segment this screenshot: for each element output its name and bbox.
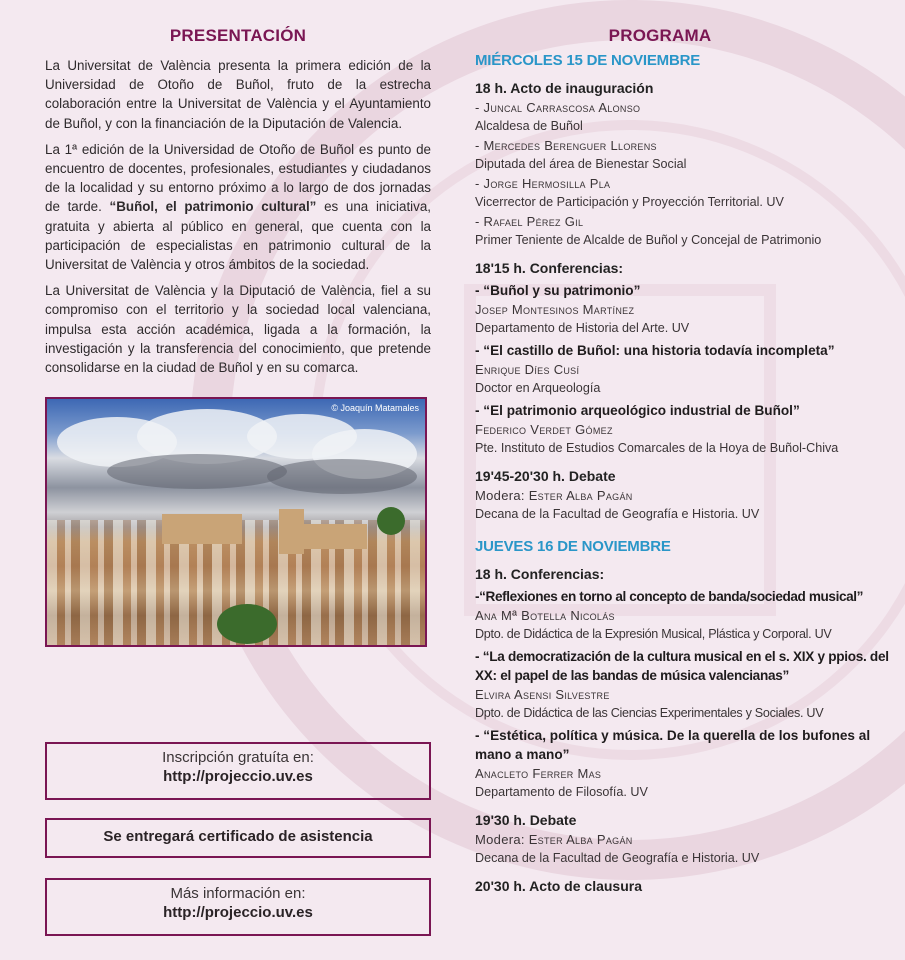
speaker-role: Pte. Instituto de Estudios Comarcales de la Hoya de Buñol-Chiva — [475, 441, 839, 455]
registration-box — [45, 742, 431, 800]
speaker-role: Diputada del área de Bienestar Social — [475, 157, 687, 171]
presentation-title: PRESENTACIÓN — [169, 26, 307, 45]
day-heading-thursday: JUEVES 16 DE NOVIEMBRE — [475, 538, 671, 555]
talk-item — [475, 341, 895, 398]
registration-link[interactable]: http://projeccio.uv.es — [163, 768, 313, 785]
moderator-name: Ester Alba Pagán — [528, 488, 633, 503]
more-info-label: Más información en: — [170, 885, 306, 902]
speaker-name: - Rafael Pérez Gil — [475, 214, 584, 229]
speaker-name: Enrique Díes Cusí — [475, 362, 580, 377]
certificate-box — [45, 818, 431, 858]
talk-item — [475, 401, 895, 458]
moderator-name: Ester Alba Pagán — [528, 832, 633, 847]
speaker-name: - Juncal Carrascosa Alonso — [475, 100, 641, 115]
talk-title: - “La democratización de la cultura musical en el s. XIX y ppios. del XX: el papel de las bandas de música valencianas” — [475, 649, 889, 683]
event-debate-day1 — [475, 467, 895, 524]
event-inauguration — [475, 79, 895, 250]
speaker-role: Primer Teniente de Alcalde de Buñol y Concejal de Patrimonio — [475, 233, 822, 247]
speaker-role: Departamento de Filosofía. UV — [475, 785, 648, 799]
speaker-name: Josep Montesinos Martínez — [475, 302, 635, 317]
photo-cloud — [107, 454, 287, 489]
event-debate-day2 — [475, 811, 895, 868]
talk-title: - “Buñol y su patrimonio” — [475, 283, 641, 298]
photo-castle-tower — [279, 509, 304, 554]
event-closing — [475, 877, 895, 896]
talk-title: - “El castillo de Buñol: una historia todavía incompleta” — [475, 343, 835, 358]
speaker-name: Anacleto Ferrer Mas — [475, 766, 602, 781]
talk-item — [475, 726, 895, 802]
more-info-box — [45, 878, 431, 936]
speaker-name: Federico Verdet Gómez — [475, 422, 613, 437]
speaker-role: Dpto. de Didáctica de las Ciencias Experimentales y Sociales. UV — [475, 706, 824, 720]
event-title: 18'15 h. Conferencias: — [475, 260, 624, 276]
photo-cloud — [267, 459, 417, 494]
speaker-name: - Jorge Hermosilla Pla — [475, 176, 611, 191]
photo-tree — [217, 604, 277, 644]
paragraph-2-text-a: La 1ª edición de la Universidad de Otoño de Buñol es punto de encuentro de docentes, profesionales, estudiantes y ciudadanos de la localidad y su entorno próximo a lo largo de dos jornadas de tarde. — [45, 141, 431, 215]
moderator-role: Decana de la Facultad de Geografía e Historia. UV — [475, 851, 760, 865]
talk-item — [475, 281, 895, 338]
talk-title: - “Estética, política y música. De la querella de los bufones al mano a mano” — [475, 728, 871, 762]
speaker-name: - Mercedes Berenguer Llorens — [475, 138, 657, 153]
event-title: 19'30 h. Debate — [475, 812, 577, 828]
speaker-role: Alcaldesa de Buñol — [475, 119, 583, 133]
moderator-role: Decana de la Facultad de Geografía e Historia. UV — [475, 507, 760, 521]
event-title: 18 h. Conferencias: — [475, 566, 605, 582]
moderator — [475, 830, 895, 849]
photo-credit: © Joaquín Matamales — [331, 403, 419, 414]
program-title: PROGRAMA — [608, 26, 712, 45]
event-conferences-day1 — [475, 259, 895, 458]
speaker-role: Doctor en Arqueología — [475, 381, 601, 395]
program-column — [475, 0, 895, 905]
day-heading-wednesday: MIÉRCOLES 15 DE NOVIEMBRE — [475, 52, 701, 69]
talk-item — [475, 647, 895, 723]
paragraph-2-text-b: es una iniciativa, gratuita y abierta al público en general, que cuenta con la participación de especialistas en patrimonio cultural de la Universitat de València y otros ámbitos de la sociedad. — [45, 199, 432, 273]
talk-item — [475, 587, 895, 644]
talk-title: - “El patrimonio arqueológico industrial de Buñol” — [475, 403, 800, 418]
moderator-label: Modera: — [475, 832, 529, 847]
certificate-text: Se entregará certificado de asistencia — [103, 828, 373, 845]
moderator — [475, 486, 895, 505]
event-title: 18 h. Acto de inauguración — [475, 80, 654, 96]
event-conferences-day2 — [475, 565, 895, 802]
photo-castle-wall — [302, 524, 367, 549]
photo-castle-wall — [162, 514, 242, 544]
speaker-role: Dpto. de Didáctica de la Expresión Musical, Plástica y Corporal. UV — [475, 627, 832, 641]
event-title: 20'30 h. Acto de clausura — [475, 878, 642, 894]
presentation-paragraph-1: La Universitat de València presenta la primera edición de la Universidad de Otoño de Buñol, fruto de la estrecha colaboración entre la Universitat de València y el Ayuntamiento de Buñol, y con la financiación de la Diputación de Valencia. — [45, 58, 431, 131]
speaker-role: Vicerrector de Participación y Proyección Territorial. UV — [475, 195, 784, 209]
speaker-role: Departamento de Historia del Arte. UV — [475, 321, 690, 335]
speaker-name: Ana Mª Botella Nicolás — [475, 608, 615, 623]
moderator-label: Modera: — [475, 488, 529, 503]
talk-title: -“Reflexiones en torno al concepto de banda/sociedad musical” — [475, 589, 864, 604]
event-name-highlight: “Buñol, el patrimonio cultural” — [109, 199, 317, 215]
event-title: 19'45-20'30 h. Debate — [475, 468, 616, 484]
more-info-link[interactable]: http://projeccio.uv.es — [163, 904, 313, 921]
speaker-name: Elvira Asensi Silvestre — [475, 687, 610, 702]
presentation-paragraph-2 — [45, 140, 431, 274]
registration-label: Inscripción gratuíta en: — [162, 749, 314, 766]
bunol-town-photo — [45, 397, 427, 647]
presentation-column — [45, 0, 432, 921]
presentation-paragraph-3: La Universitat de València y la Diputació de València, fiel a su compromiso con el territorio y la sociedad local valenciana, impulsa esta acción académica, ligada a la formación, la investigación y la transferencia del conocimiento, que pretende consolidarse en la ciudad de Buñol y en su comarca. — [45, 283, 431, 376]
